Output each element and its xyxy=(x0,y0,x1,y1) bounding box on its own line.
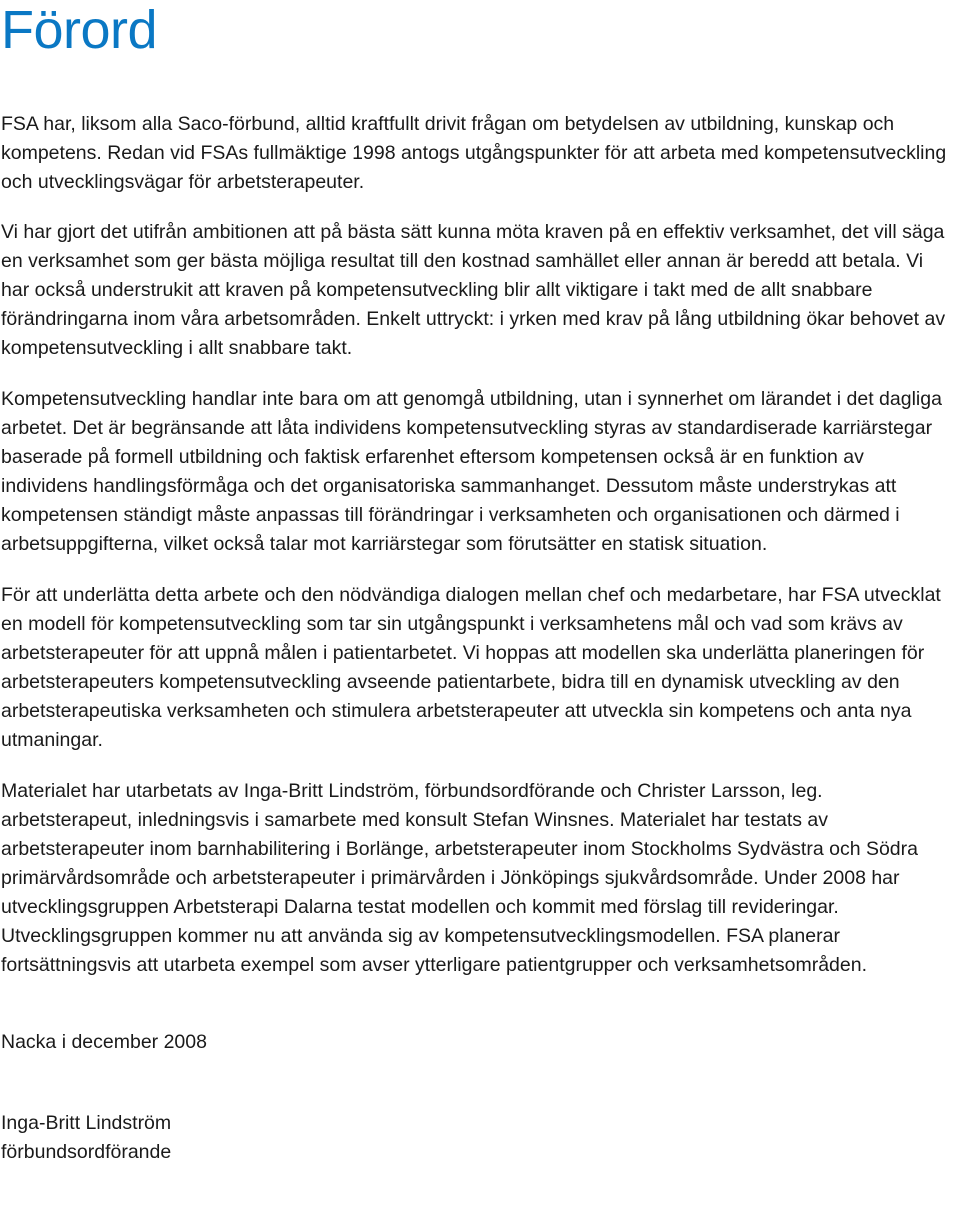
signature-name: Inga-Britt Lindström xyxy=(1,1112,172,1134)
paragraph-3: Kompetensutveckling handlar inte bara om att genomgå utbildning, utan i synnerhet om lärandet i det dagliga arbetet. Det är begränsande att låta individens kompetensutveckling styras av standardiserade karriärstegar baserade på formell utbildning och faktisk erfarenhet eftersom kompetensen också är en funktion av individens handlingsförmåga och det organisatoriska sammanhanget. Dessutom måste understrykas att kompetensen ständigt måste anpassas till förändringar i verksamheten och organisationen och därmed i arbetsuppgifterna, vilket också talar mot karriärstegar som förutsätter en statisk situation. xyxy=(1,388,942,555)
paragraph-1: FSA har, liksom alla Saco-förbund, alltid kraftfullt drivit frågan om betydelsen av utbildning, kunskap och kompetens. Redan vid FSAs fullmäktige 1998 antogs utgångspunkter för att arbeta med kompetensutveckling och utvecklingsvägar för arbetsterapeuter. xyxy=(1,113,947,193)
paragraph-2: Vi har gjort det utifrån ambitionen att på bästa sätt kunna möta kraven på en effektiv verksamhet, det vill säga en verksamhet som ger bästa möjliga resultat till den kostnad samhället eller annan är beredd att betala. Vi har också understrukit att kraven på kompetensutveckling blir allt viktigare i takt med de allt snabbare förändringarna inom våra arbetsområden. Enkelt uttryckt: i yrken med krav på lång utbildning ökar behovet av kompetensutveckling i allt snabbare takt. xyxy=(1,221,946,359)
place-date: Nacka i december 2008 xyxy=(1,1031,207,1053)
signature-block xyxy=(1,1109,952,1167)
page-title: Förord xyxy=(1,0,158,60)
paragraph-4: För att underlätta detta arbete och den nödvändiga dialogen mellan chef och medarbetare, har FSA utvecklat en modell för kompetensutveckling som tar sin utgångspunkt i verksamhetens mål och vad som krävs av arbetsterapeuter för att uppnå målen i patientarbetet. Vi hoppas att modellen ska underlätta planeringen för arbetsterapeuters kompetensutveckling avseende patientarbete, bidra till en dynamisk utveckling av den arbetsterapeutiska verksamheten och stimulera arbetsterapeuter att utveckla sin kompetens och anta nya utmaningar. xyxy=(1,584,941,751)
paragraph-5: Materialet har utarbetats av Inga-Britt Lindström, förbundsordförande och Christer Larsson, leg. arbetsterapeut, inledningsvis i samarbete med konsult Stefan Winsnes. Materialet har testats av arbetsterapeuter inom barnhabilitering i Borlänge, arbetsterapeuter inom Stockholms Sydvästra och Södra primärvårdsområde och arbetsterapeuter i primärvården i Jönköpings sjukvårdsområde. Under 2008 har utvecklingsgruppen Arbetsterapi Dalarna testat modellen och kommit med förslag till revideringar. Utvecklingsgruppen kommer nu att använda sig av kompetensutvecklingsmodellen. FSA planerar fortsättningsvis att utarbeta exempel som avser ytterligare patientgrupper och verksamhetsområden. xyxy=(1,780,918,976)
signature-role: förbundsordförande xyxy=(1,1141,172,1163)
